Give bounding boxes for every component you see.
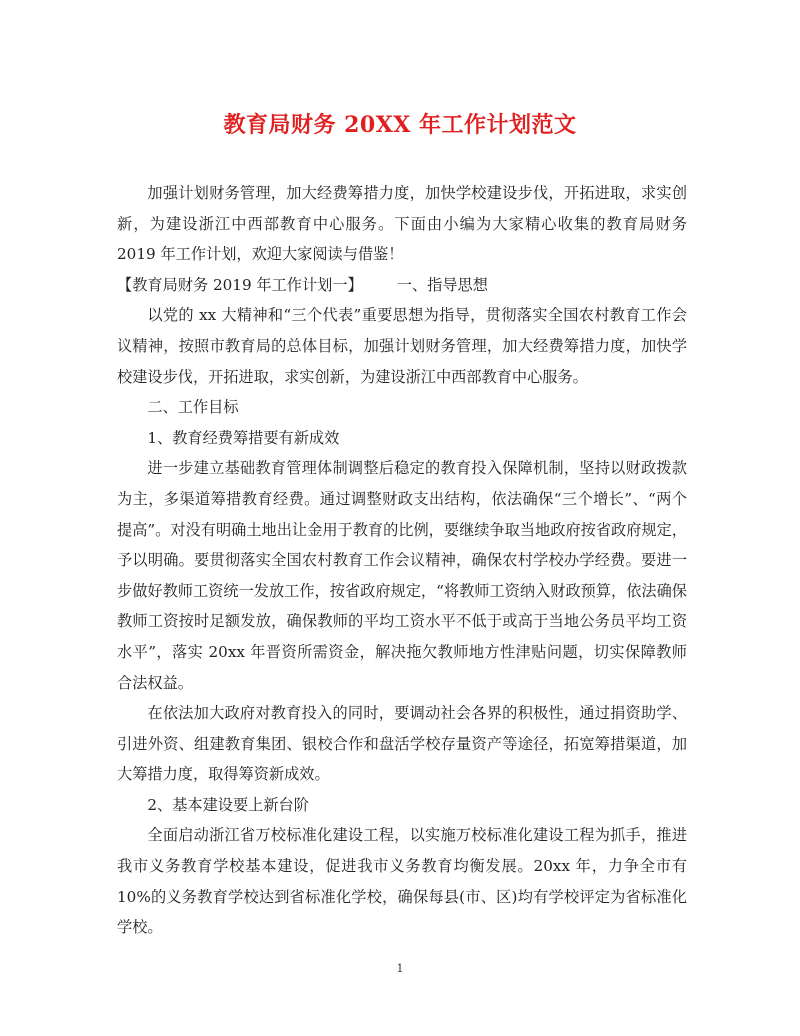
plan-heading-line: [117, 270, 687, 301]
section1-heading: 一、指导思想: [396, 275, 488, 294]
document-title: 教育局财务 20XX 年工作计划范文: [223, 112, 577, 138]
item2-heading: 2、基本建设要上新台阶: [147, 795, 309, 814]
item2-paragraph-1: 全面启动浙江省万校标准化建设工程，以实施万校标准化建设工程为抓手，推进我市义务教育学校基本建设，促进我市义务教育均衡发展。20xx 年，力争全市有 10%的义务教育学校达到省标准化学校，确保每县(市、区)均有学校评定为省标准化学校。: [117, 826, 687, 937]
section1-paragraph: 以党的 xx 大精神和“三个代表”重要思想为指导，贯彻落实全国农村教育工作会议精神，按照市教育局的总体目标，加强计划财务管理，加大经费筹措力度，加快学校建设步伐，开拓进取，求实创新，为建设浙江中西部教育中心服务。: [117, 306, 687, 386]
intro-paragraph: 加强计划财务管理，加大经费筹措力度，加快学校建设步伐，开拓进取，求实创新，为建设浙江中西部教育中心服务。下面由小编为大家精心收集的教育局财务 2019 年工作计划，欢迎大家阅读与借鉴！: [117, 184, 687, 264]
item1-paragraph-1: 进一步建立基础教育管理体制调整后稳定的教育投入保障机制，坚持以财政拨款为主，多渠道筹措教育经费。通过调整财政支出结构，依法确保“三个增长”、“两个提高”。对没有明确土地出让金用于教育的比例，要继续争取当地政府按省政府规定，予以明确。要贯彻落实全国农村教育工作会议精神，确保农村学校办学经费。要进一步做好教师工资统一发放工作，按省政府规定，“将教师工资纳入财政预算，依法确保教师工资按时足额发放，确保教师的平均工资水平不低于或高于当地公务员平均工资水平”，落实 20xx 年晋资所需资金，解决拖欠教师地方性津贴问题，切实保障教师合法权益。: [117, 459, 687, 692]
item1-heading: 1、教育经费筹措要有新成效: [147, 428, 340, 447]
section2-heading: 二、工作目标: [147, 398, 239, 417]
page-number: 1: [396, 962, 404, 975]
document-body: [117, 178, 687, 943]
item1-paragraph-2: 在依法加大政府对教育投入的同时，要调动社会各界的积极性，通过捐资助学、引进外资、组建教育集团、银校合作和盘活学校存量资产等途径，拓宽筹措渠道，加大筹措力度，取得筹资新成效。: [117, 704, 687, 784]
plan-label: 【教育局财务 2019 年工作计划一】: [117, 275, 363, 294]
